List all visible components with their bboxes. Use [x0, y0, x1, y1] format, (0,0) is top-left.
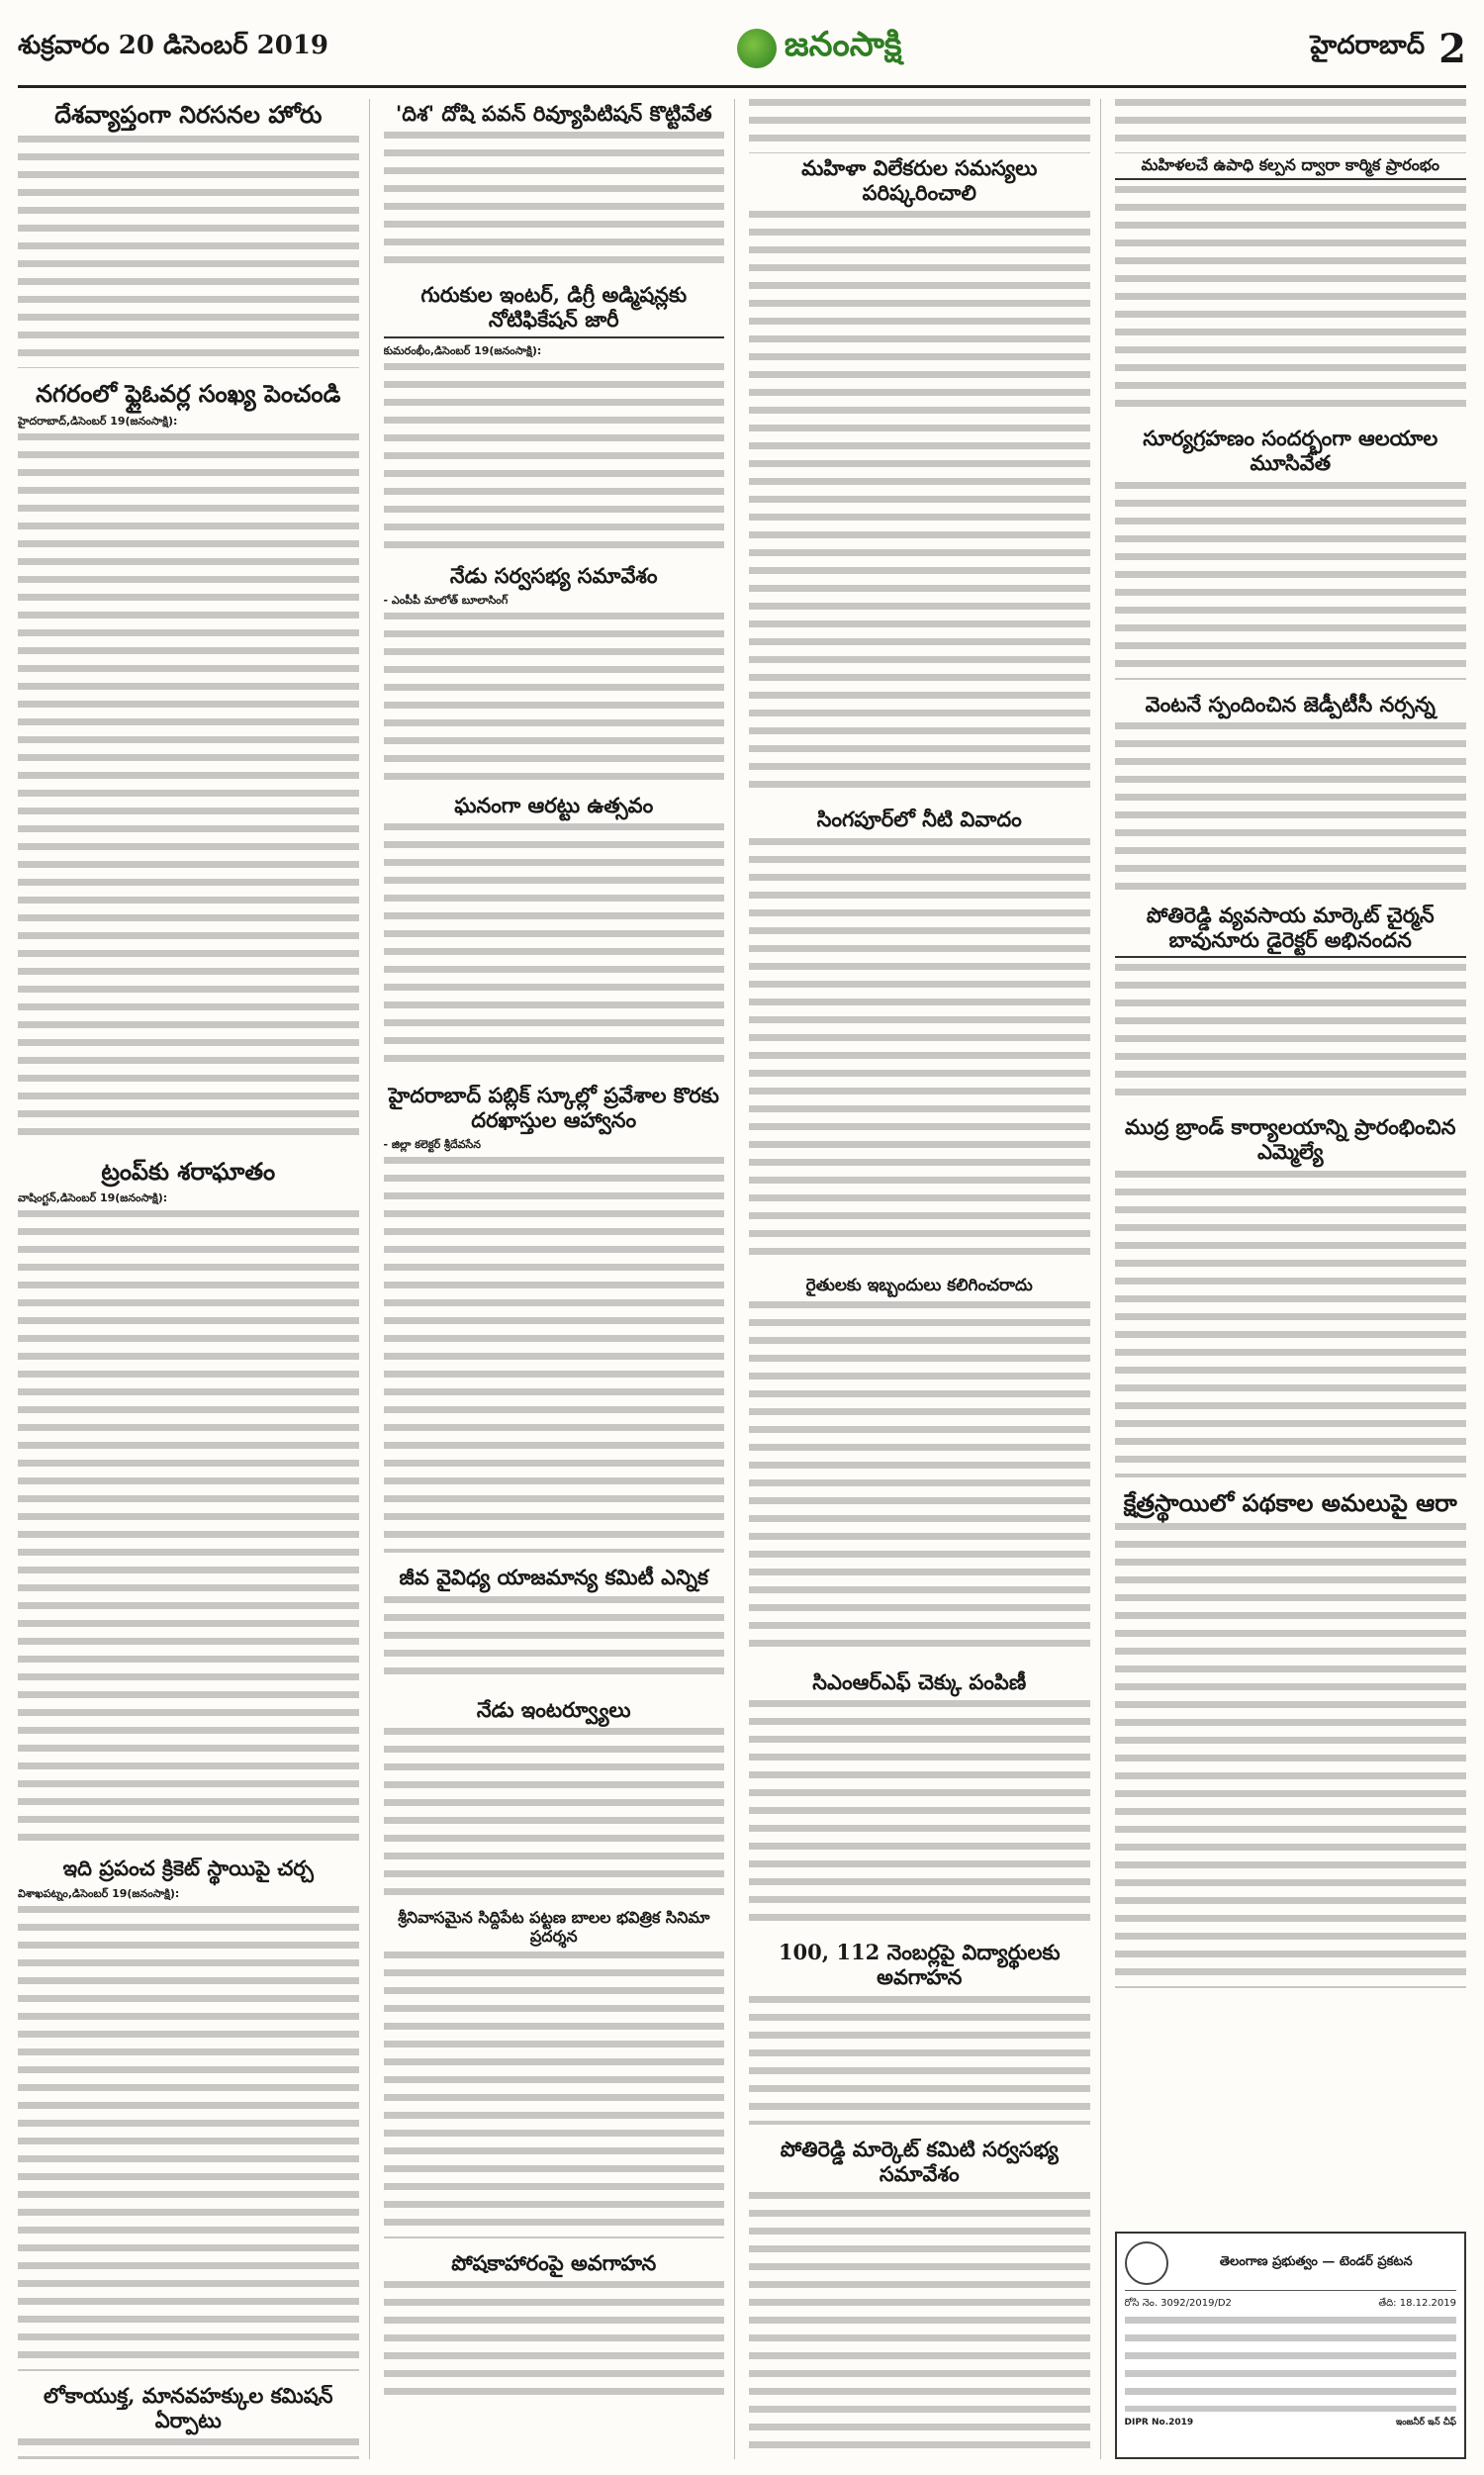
article-columns: [18, 99, 1466, 2459]
article: [749, 1669, 1090, 1928]
article-body: [384, 823, 725, 1071]
notice-ref: రోసి నెం. 3092/2019/D2: [1124, 2298, 1232, 2309]
article: [384, 1565, 725, 1684]
article: [749, 1940, 1090, 2124]
article-body: [384, 363, 725, 551]
masthead: [18, 12, 1466, 88]
article: [384, 2250, 725, 2400]
article-body: [18, 1906, 359, 2371]
dateline: వాషింగ్టన్,డిసెంబర్ 19(జనంసాక్షి):: [18, 1191, 168, 1205]
byline: - ఎంపీపీ మాలోత్ బూలాసింగ్: [383, 593, 509, 607]
headline: మహిళలచే ఉపాధి కల్పన ద్వారా కార్మిక ప్రారంభం: [1115, 155, 1467, 180]
article-body: [384, 2281, 725, 2400]
article: [384, 563, 725, 781]
byline: - జిల్లా కలెక్టర్ శ్రీదేవసేన: [383, 1138, 481, 1152]
notice-date: తేది: 18.12.2019: [1378, 2298, 1456, 2309]
article-body: [18, 2438, 359, 2459]
headline: పోతిరెడ్డి వ్యవసాయ మార్కెట్ చైర్మన్ బావునూరు డైరెక్టర్ అభినందన: [1115, 903, 1467, 958]
article-body: [1115, 1171, 1467, 1477]
headline: వెంటనే స్పందించిన జెడ్పీటీసీ నర్సన్న: [1145, 691, 1436, 716]
headline: సూర్యగ్రహణం సందర్భంగా ఆలయాల మూసివేత: [1143, 426, 1438, 476]
article: [18, 2383, 359, 2459]
government-notice: [1115, 2232, 1467, 2459]
article: [384, 1083, 725, 1553]
column-3: [749, 99, 1101, 2459]
article: [1115, 692, 1467, 891]
edition-city: హైదరాబాద్: [1310, 31, 1426, 60]
article: [1115, 903, 1467, 1102]
page-number: 2: [1438, 25, 1466, 72]
headline: సిఎంఆర్‌ఎఫ్ చెక్కు పంపిణీ: [812, 1668, 1027, 1694]
headline: మహిళా విలేకరుల సమస్యలు పరిష్కరించాలి: [801, 155, 1038, 206]
article-body: [18, 433, 359, 1146]
article-body: [749, 1996, 1090, 2125]
article-body: [749, 1301, 1090, 1658]
article: [1115, 426, 1467, 679]
headline: పోషకాహారంపై అవగాహన: [451, 2250, 657, 2276]
article-body: [18, 1210, 359, 1844]
article: [384, 1908, 725, 2238]
notice-footer: [1125, 2418, 1457, 2429]
article-body: [1115, 99, 1467, 153]
headline: ట్రంప్‌కు శరాఘాతం: [101, 1156, 276, 1186]
headline: క్షేత్రస్థాయిలో పథకాల అమలుపై ఆరా: [1123, 1487, 1457, 1517]
headline: ఘనంగా ఆరట్టు ఉత్సవం: [454, 792, 654, 817]
headline: జీవ వైవిధ్య యాజమాన్య కమిటీ ఎన్నిక: [399, 1565, 708, 1590]
issue-date: శుక్రవారం 20 డిసెంబర్ 2019: [18, 31, 329, 60]
article: [749, 2137, 1090, 2459]
notice-meta: [1125, 2297, 1457, 2311]
dateline: విశాఖపట్నం,డిసెంబర్ 19(జనంసాక్షి):: [18, 1886, 180, 1900]
article: [18, 1856, 359, 2370]
article: [749, 1276, 1090, 1658]
article-body: [384, 1596, 725, 1685]
article: [1115, 155, 1467, 414]
column-1: [18, 99, 370, 2459]
headline: పోతిరెడ్డి మార్కెట్ కమిటి సర్వసభ్య సమావేశం: [780, 2136, 1059, 2186]
headline: ముద్ర బ్రాండ్ కార్యాలయాన్ని ప్రారంభించిన ఎమ్మెల్యే: [1124, 1114, 1456, 1165]
article-body: [384, 1951, 725, 2238]
article: [18, 380, 359, 1146]
headline: దేశవ్యాప్తంగా నిరసనల హోరు: [54, 100, 323, 129]
article: [384, 101, 725, 270]
article: [18, 101, 359, 368]
notice-footer-right: ఇంజనీర్ ఇన్ చీఫ్: [1395, 2418, 1456, 2427]
article-body: [384, 613, 725, 781]
article: [749, 807, 1090, 1263]
article-body: [749, 211, 1090, 795]
notice-title: తెలంగాణ ప్రభుత్వం — టెండర్ ప్రకటన: [1219, 2254, 1413, 2269]
article-body: [749, 2192, 1090, 2459]
article-body: [1115, 964, 1467, 1102]
brand-logo-icon: [737, 29, 777, 68]
headline: లోకాయుక్త, మానవహక్కుల కమిషన్ ఏర్పాటు: [44, 2382, 333, 2432]
dateline: కుమరంభీం,డిసెంబర్ 19(జనంసాక్షి):: [383, 343, 542, 357]
dateline: హైదరాబాద్,డిసెంబర్ 19(జనంసాక్షి):: [18, 414, 178, 428]
brand-name: జనంసాక్షి: [784, 25, 902, 64]
headline: గురుకుల ఇంటర్, డిగ్రీ అడ్మిషన్లకు నోటిఫికేషన్ జారీ: [384, 282, 725, 337]
article: [384, 282, 725, 550]
headline: రైతులకు ఇబ్బందులు కలిగించరాదు: [805, 1275, 1033, 1295]
headline: 'దిశ' దోషి పవన్ రివ్యూపిటిషన్ కొట్టివేత: [395, 101, 712, 126]
article: [1115, 1114, 1467, 1476]
article: [18, 1158, 359, 1845]
notice-header: [1125, 2241, 1457, 2291]
headline: ఇది ప్రపంచ క్రికెట్ స్థాయిపై చర్చ: [62, 1856, 314, 1881]
article: [384, 793, 725, 1071]
article-body: [384, 1157, 725, 1553]
brand: [737, 25, 902, 72]
article-body: [1115, 186, 1467, 414]
article-body: [384, 132, 725, 270]
article: [1115, 1489, 1467, 1989]
headline: హైదరాబాద్ పబ్లిక్ స్కూల్లో ప్రవేశాల కొరకు దరఖాస్తుల ఆహ్వానం: [388, 1082, 719, 1133]
headline: నేడు ఇంటర్వ్యూలు: [476, 1696, 631, 1722]
article-body: [384, 1728, 725, 1896]
article-body: [749, 838, 1090, 1264]
notice-footer-left: DIPR No.2019: [1124, 2418, 1194, 2427]
headline: 100, 112 నెంబర్లపై విద్యార్థులకు అవగాహన: [778, 1940, 1061, 1990]
article-body: [18, 136, 359, 368]
article: [749, 155, 1090, 795]
notice-body: [1125, 2317, 1457, 2412]
article-body: [749, 1700, 1090, 1928]
article: [384, 1697, 725, 1896]
article-body: [1115, 1523, 1467, 1988]
article-body: [1115, 722, 1467, 891]
headline: శ్రీనివాసమైన సిద్దిపేట పట్టణ బాలల భవిత్రిక సినిమా ప్రదర్శన: [398, 1907, 710, 1946]
column-2: [384, 99, 736, 2459]
headline: నగరంలో ఫ్లైఓవర్ల సంఖ్య పెంచండి: [36, 378, 341, 408]
government-seal-icon: [1125, 2241, 1168, 2285]
column-4: [1115, 99, 1467, 2459]
headline: నేడు సర్వసభ్య సమావేశం: [449, 562, 658, 588]
article-body: [1115, 482, 1467, 680]
article-body: [749, 99, 1090, 153]
edition-info: [1310, 26, 1466, 72]
headline: సింగపూర్‌లో నీటి వివాదం: [816, 807, 1022, 832]
